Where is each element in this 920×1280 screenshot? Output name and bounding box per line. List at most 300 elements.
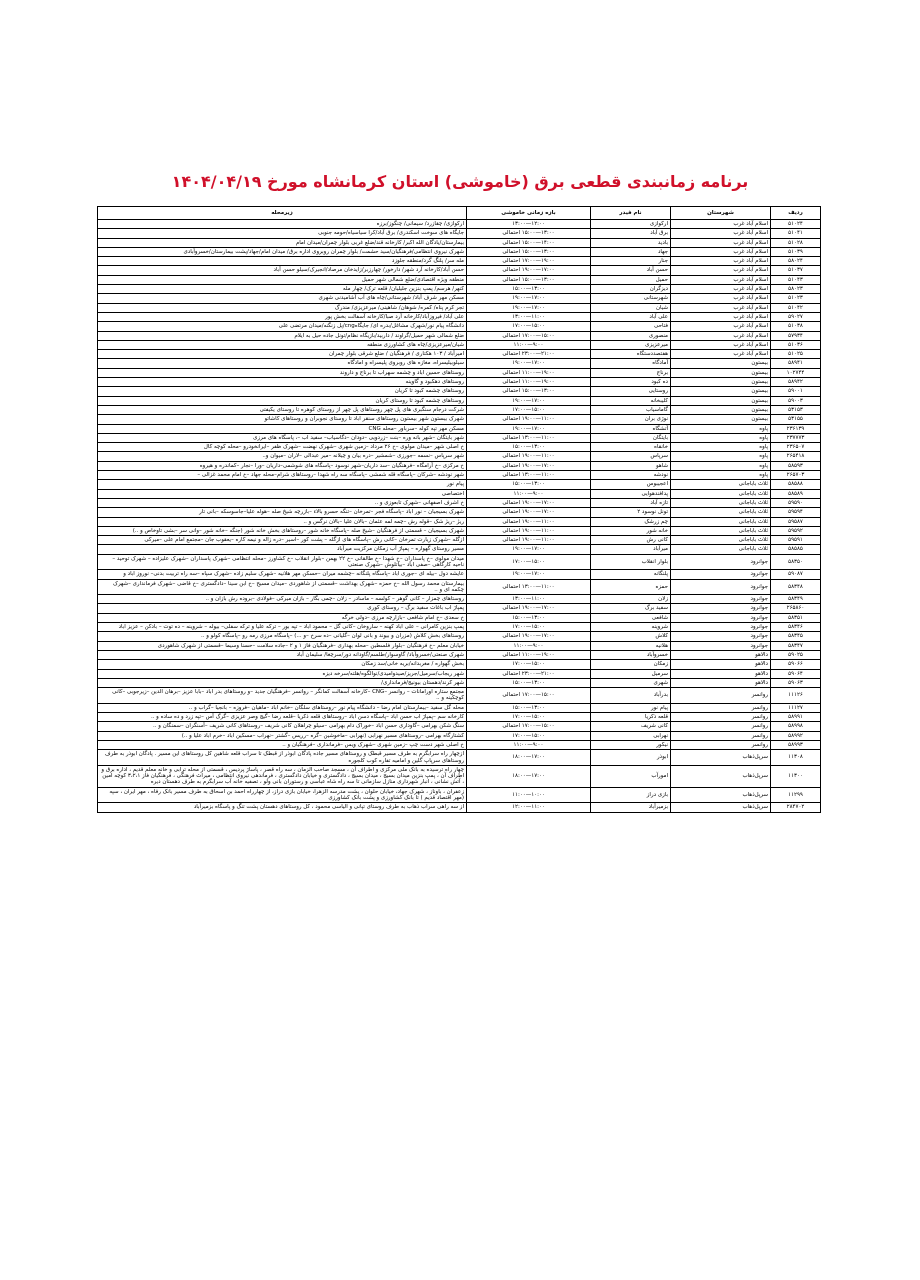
cell-area: شهر کرند/دهستان بیونیج/فرمانداری/ xyxy=(98,678,467,687)
cell-city: ثلاث باباجانی xyxy=(671,498,771,507)
cell-code: ۵۹۰۶۶ xyxy=(771,660,821,669)
table-row xyxy=(98,595,821,604)
cell-area: شیان/میرعزیزی/چاه های کشاورزی منطقه xyxy=(98,340,467,349)
table-row xyxy=(98,359,821,368)
cell-time: ۱۵:۰۰—۱۷:۰۰ احتمالی xyxy=(467,331,591,340)
cell-area: خ سعدی –خ امام شافعی –بازارچه مرزی –دولی خرگه xyxy=(98,613,467,622)
cell-time: ۱۵:۰۰—۱۷:۰۰ xyxy=(467,731,591,740)
cell-time: ۱۷:۰۰—۱۹:۰۰ احتمالی xyxy=(467,498,591,507)
table-row xyxy=(98,247,821,256)
cell-code: ۵۱۰۲۸ xyxy=(771,238,821,247)
cell-feeder: منصوری xyxy=(591,331,671,340)
cell-time: ۱۵:۰۰—۱۷:۰۰ xyxy=(467,623,591,632)
cell-area: مسکن مهر شرف آباد/ شهرستانی/چاه های آب آشامیدنی شهری xyxy=(98,294,467,303)
cell-code: ۵۳۱۵۳ xyxy=(771,405,821,414)
cell-feeder: نیکور xyxy=(591,740,671,749)
cell-city: جوانرود xyxy=(671,595,771,604)
cell-code: ۵۱۰۲۴ xyxy=(771,220,821,229)
cell-code: ۲۶۵۴۱۸ xyxy=(771,452,821,461)
cell-city: روانسر xyxy=(671,713,771,722)
cell-city: اسلام آباد غرب xyxy=(671,294,771,303)
cell-city: اسلام آباد غرب xyxy=(671,350,771,359)
cell-area: تجر کرم پناه/ کمره/ شوهان/ شاهینی/ میرعزیزی/ مندرگ xyxy=(98,303,467,312)
table-row xyxy=(98,480,821,489)
cell-time: ۱۵:۰۰—۱۷:۰۰ xyxy=(467,322,591,331)
table-row xyxy=(98,632,821,641)
header-code: ردیف xyxy=(771,207,821,220)
cell-area: شهرک بسیجیان – نور اباد –پاسگاه فجر –تمرخان –تنگه حسرو بالاء –بازرچه شیخ صله –هوله علیا–جاسوسکه –بانی تار xyxy=(98,508,467,517)
cell-time: ۱۱:۰۰—۱۹:۰۰ احتمالی xyxy=(467,452,591,461)
cell-code: ۵۸۳۴۵ xyxy=(771,632,821,641)
cell-feeder: شیان xyxy=(591,303,671,312)
cell-time: ۱۴:۰۰—۱۵:۰۰ احتمالی xyxy=(467,238,591,247)
page-title: برنامه زمانبندی قطعی برق (خاموشی) استان کرمانشاه مورخ ۱۴۰۴/۰۴/۱۹ xyxy=(171,172,749,191)
table-row xyxy=(98,613,821,622)
cell-city: بیستون xyxy=(671,368,771,377)
cell-time: ۱۵:۰۰—۱۷:۰۰ xyxy=(467,660,591,669)
cell-feeder: شهرستانی xyxy=(591,294,671,303)
cell-area: روستاهای چشمه کبود تا کریان xyxy=(98,387,467,396)
cell-area: سنگ شکن بهرامی –گاوداری حسن اباد –خوراک دام بهرامی –سیلو چراهلان کانی شریف –روستاهای کانی شریف –آسنگران –سمنگان و .. xyxy=(98,722,467,731)
cell-area: بخش گهواره / مغربدانه/بریه خانی/سد زمکان xyxy=(98,660,467,669)
cell-city: ثلاث باباجانی xyxy=(671,545,771,554)
cell-area: ازچهار راه سرابگرم به طرف مسیر قبطک و روستاهای مسیر جاده پادگان ابوذر از قبطک تا سراب قلعه شاهین کل روستاهای این مسیر . پادگان ابوذر به طرف روستاهای سرپاپ گلین و امامیه تفاره کوب کلجوره xyxy=(98,750,467,766)
cell-city: بیستون xyxy=(671,405,771,414)
table-row xyxy=(98,623,821,632)
cell-city: روانسر xyxy=(671,688,771,704)
cell-feeder: سفید برگ xyxy=(591,604,671,613)
cell-area: پمپ بنزین کامرانی – علی اباد کهنه – ساروخان –کانی گل – محمود اباد – تپه بور – ترکه علیا و ترکه سفلی– بیوله – شروینه – ده توت – بادکن – عزیز اباد xyxy=(98,623,467,632)
cell-time: ۹:۰۰—۱۱:۰۰ xyxy=(467,489,591,498)
table-row xyxy=(98,415,821,424)
cell-city: ثلاث باباجانی xyxy=(671,526,771,535)
cell-time: ۱۷:۰۰—۱۹:۰۰ احتمالی xyxy=(467,461,591,470)
cell-feeder: برق آباد xyxy=(591,229,671,238)
cell-time: ۱۳:۰۰—۱۵:۰۰ xyxy=(467,613,591,622)
cell-city: ثلاث باباجانی xyxy=(671,536,771,545)
cell-area: شهر نودشه –شرکان –پاسگاه قله شمشی –پاسگاه سه راه شهدا –روستاهای شرام–محله جهاد –خ امام محمد غزالی – xyxy=(98,471,467,480)
cell-code: ۵۸۳۴۸ xyxy=(771,579,821,595)
cell-code: ۵۹۰۸۷ xyxy=(771,570,821,579)
cell-code: ۲۶۵۸۶۰ xyxy=(771,604,821,613)
cell-area: حسن آباد/کارخانه آرد شهر/ دارخور/ چهارزبر/زایدخان مرصاد/انجیرک/سیلو حسن آباد xyxy=(98,266,467,275)
cell-city: اسلام آباد غرب xyxy=(671,257,771,266)
cell-area: روستاهای حسین اباد و چشمه سهراب تا برناج و داروند xyxy=(98,368,467,377)
cell-code: ۵۹۵۹۰ xyxy=(771,498,821,507)
cell-city: اسلام آباد غرب xyxy=(671,275,771,284)
table-row xyxy=(98,713,821,722)
cell-feeder: بازی دراز xyxy=(591,787,671,803)
table-row xyxy=(98,554,821,570)
cell-feeder: زمکان xyxy=(591,660,671,669)
cell-feeder: روستایی xyxy=(591,387,671,396)
cell-city: سرپل‌ذهاب xyxy=(671,750,771,766)
cell-feeder: دیزگران xyxy=(591,285,671,294)
cell-code: ۵۸۵۸۵ xyxy=(771,545,821,554)
cell-area: میدان مولوی –خ پاسداران –خ شهدا –خ طالقانی –خ ۲۲ بهمن –بلوار انقلاب –خ کشاورز –محله انتظامی –شهرک پاسداران –شهرک علیزاده – شهرک توحید – ناحیه کارگاهی –صفی اباد –بیاتلوش –شهرک صنعتی xyxy=(98,554,467,570)
cell-code: ۵۹۰۲۵ xyxy=(771,650,821,659)
cell-feeder: برناج xyxy=(591,368,671,377)
table-row xyxy=(98,641,821,650)
table-row xyxy=(98,303,821,312)
cell-code: ۵۹۰۶۳ xyxy=(771,678,821,687)
cell-time: ۱۵:۰۰—۱۷:۰۰ احتمالی xyxy=(467,688,591,704)
cell-area: از سه راهی سراب ذهاب به طرف روستای تپانی و الیاسی محمود ، کل روستاهای دهستان پشت تنگ و پاسگاه بزمیرآباد xyxy=(98,803,467,812)
table-row xyxy=(98,660,821,669)
cell-code: ۵۸۵۸۸ xyxy=(771,480,821,489)
table-row xyxy=(98,489,821,498)
cell-code: ۵۸۹۹۳ xyxy=(771,740,821,749)
table-row xyxy=(98,405,821,414)
cell-feeder: کانی رش xyxy=(591,536,671,545)
cell-city: اسلام آباد غرب xyxy=(671,303,771,312)
cell-area: خ مرکزی –خ آرامگاه –فرهنگیان –سد داریان–شهر نوسود –پاسگاه های شوشمی–داریان –ورا –نجار –کماندره و هیروه xyxy=(98,461,467,470)
cell-city: پاوه xyxy=(671,452,771,461)
cell-time: ۱۳:۰۰—۱۵:۰۰ احتمالی xyxy=(467,247,591,256)
cell-code: ۵۱۰۲۵ xyxy=(771,350,821,359)
cell-area: کنهر/ هرسم/ پمپ بنزین جلیلیان/ قلعه ترک/ چهار مله xyxy=(98,285,467,294)
table-row xyxy=(98,722,821,731)
cell-city: بیستون xyxy=(671,378,771,387)
cell-code: ۲۸۴۷۰۲ xyxy=(771,803,821,812)
cell-city: اسلام آباد غرب xyxy=(671,220,771,229)
cell-code: ۵۸۹۴۱ xyxy=(771,359,821,368)
cell-code: ۵۹۰۶۴ xyxy=(771,669,821,678)
cell-feeder: جنار xyxy=(591,257,671,266)
table-row xyxy=(98,650,821,659)
cell-area: مله سر/ پلنگ گرد/منطقه جلوزد xyxy=(98,257,467,266)
cell-city: بیستون xyxy=(671,415,771,424)
cell-city: دالاهو xyxy=(671,678,771,687)
cell-time: ۱۷:۰۰—۱۹:۰۰ xyxy=(467,396,591,405)
header-area: زیرمحله xyxy=(98,207,467,220)
cell-city: پاوه xyxy=(671,433,771,442)
cell-feeder: زلان xyxy=(591,595,671,604)
cell-city: پاوه xyxy=(671,461,771,470)
table-row xyxy=(98,579,821,595)
table-row xyxy=(98,443,821,452)
cell-area: علی آباد/ فیروزآباد/کارخانه آرد صبا/کارخانه آسفالت بخش پور xyxy=(98,312,467,321)
cell-area: خیابان معلم –خ فرهنگیان –بلوار فلسطین –محله بهداری –فرهنگیان فاز ۱ و ۲ –جاده سلامت –حسنا وسیما –قسمتی از شهرک شاهوردی xyxy=(98,641,467,650)
cell-code: ۱۱۳۰۸ xyxy=(771,750,821,766)
cell-time: ۱۷:۰۰—۱۸:۰۰ xyxy=(467,750,591,766)
cell-time: ۱۷:۰۰—۱۹:۰۰ xyxy=(467,294,591,303)
table-row xyxy=(98,604,821,613)
cell-time: ۱۳:۰۰—۱۵:۰۰ احتمالی xyxy=(467,387,591,396)
cell-time: ۱۲:۰۰—۱۳:۰۰ xyxy=(467,220,591,229)
cell-feeder: بادید xyxy=(591,238,671,247)
cell-feeder: اعجیبوس xyxy=(591,480,671,489)
cell-time: ۱۳:۰۰—۱۵:۰۰ xyxy=(467,285,591,294)
cell-time: ۱۱:۰۰—۱۳:۰۰ xyxy=(467,312,591,321)
cell-feeder: ده کبود xyxy=(591,378,671,387)
cell-code: ۱۱۲۹۹ xyxy=(771,787,821,803)
cell-time: ۱۱:۰۰—۱۹:۰۰ احتمالی xyxy=(467,415,591,424)
cell-feeder: آتشگاه xyxy=(591,424,671,433)
cell-code: ۵۹۵۹۱ xyxy=(771,536,821,545)
cell-feeder: کلاش xyxy=(591,632,671,641)
cell-code: ۵۹۵۸۷ xyxy=(771,517,821,526)
cell-feeder: نوژی بران xyxy=(591,415,671,424)
cell-city: اسلام آباد غرب xyxy=(671,312,771,321)
cell-area: روستاهای بخش کلاش (مزران و بیوند و بانی لوان –گلیانی –ده سرخ –و ...) –پاسگاه مرزی رمه رو –پاسگاه کولو و .. xyxy=(98,632,467,641)
cell-time: ۱۷:۰۰—۱۹:۰۰ xyxy=(467,303,591,312)
cell-feeder: پدافندهوایی xyxy=(591,489,671,498)
cell-code: ۵۸۳۴۷ xyxy=(771,641,821,650)
cell-city: اسلام آباد غرب xyxy=(671,229,771,238)
cell-area: مسکن مهر تپه کوله –سرباور –محله CNG xyxy=(98,424,467,433)
cell-city: جوانرود xyxy=(671,641,771,650)
table-row xyxy=(98,285,821,294)
cell-code: ۵۱۰۴۱ xyxy=(771,229,821,238)
cell-code: ۱۰۲۷۴۴ xyxy=(771,368,821,377)
cell-feeder: نهرابی xyxy=(591,731,671,740)
table-row xyxy=(98,803,821,812)
cell-code: ۵۱۰۳۹ xyxy=(771,247,821,256)
cell-code: ۵۹۰۲۷ xyxy=(771,312,821,321)
cell-feeder: حمیل xyxy=(591,275,671,284)
table-row xyxy=(98,750,821,766)
cell-feeder: خانقاه xyxy=(591,443,671,452)
cell-area: ازگله –شهرک زیارت تمرخان –کانی رش –پاسگاه های ازگله – پشت کور –اسیر –دره زاله و نیمه کاره –یعقوب جان –مجتمع امام علی –میرکی xyxy=(98,536,467,545)
cell-code: ۵۸۹۹۱ xyxy=(771,713,821,722)
cell-code: ۵۸۵۹۳ xyxy=(771,461,821,470)
cell-code: ۵۸۳۴۹ xyxy=(771,595,821,604)
cell-time: ۱۷:۰۰—۱۹:۰۰ xyxy=(467,545,591,554)
cell-time: ۱۱:۰۰—۱۳:۰۰ xyxy=(467,595,591,604)
cell-city: جوانرود xyxy=(671,604,771,613)
cell-code: ۵۱۰۴۳ xyxy=(771,275,821,284)
cell-area: مجتمع ستاره اورامانات – روانسر –CNG –کارخانه آسفالت کمانگر – روانسر –فرهنگیان جدید –و روستاهای بدر اباد –بابا عزیز –برهان الدین –زیرجوبی –کانی کوچکینه و .. xyxy=(98,688,467,704)
cell-feeder: پیام نور xyxy=(591,703,671,712)
cell-time: ۲۱:۰۰—۲۳:۰۰ احتمالی xyxy=(467,350,591,359)
table-row xyxy=(98,322,821,331)
cell-time: ۱۳:۰۰—۱۵:۰۰ احتمالی xyxy=(467,229,591,238)
cell-city: اسلام آباد غرب xyxy=(671,340,771,349)
cell-code: ۵۸۳۴۶ xyxy=(771,623,821,632)
cell-code: ۵۸۳۵۰ xyxy=(771,554,821,570)
cell-time: ۱۷:۰۰—۱۹:۰۰ احتمالی xyxy=(467,508,591,517)
cell-city: سرپل‌ذهاب xyxy=(671,803,771,812)
cell-code: ۵۸۹۹۸ xyxy=(771,722,821,731)
cell-feeder: شروینه xyxy=(591,623,671,632)
cell-time: ۱۱:۰۰—۱۳:۰۰ احتمالی xyxy=(467,579,591,595)
cell-code: ۵۸۵۸۹ xyxy=(771,489,821,498)
table-row xyxy=(98,340,821,349)
cell-code: ۲۶۵۷۰۳ xyxy=(771,471,821,480)
cell-code: ۵۹۰۰۳ xyxy=(771,396,821,405)
cell-feeder: خانه شور xyxy=(591,526,671,535)
header-city: شهرستان xyxy=(671,207,771,220)
cell-feeder: سرمیل xyxy=(591,669,671,678)
cell-time: ۱۷:۰۰—۱۹:۰۰ احتمالی xyxy=(467,604,591,613)
cell-time: ۱۱:۰۰—۱۹:۰۰ احتمالی xyxy=(467,517,591,526)
table-row xyxy=(98,229,821,238)
cell-time: ۱۷:۰۰—۱۹:۰۰ احتمالی xyxy=(467,632,591,641)
cell-area: شهرک بسیجیان – قسمتی از فرهنگیان –شیخ صله –پاسگاه خانه شور –روستاهای بخش خانه شور (جنگه –خانه شور –وانی سر –بشی تاوخاص و ..) xyxy=(98,526,467,535)
schedule-table xyxy=(97,206,821,813)
cell-feeder: بزمیرآباد xyxy=(591,803,671,812)
cell-city: روانسر xyxy=(671,722,771,731)
table-row xyxy=(98,570,821,579)
cell-feeder: خسروآباد xyxy=(591,650,671,659)
table-row xyxy=(98,312,821,321)
cell-area: روستاهای دهکبود و گاوینه xyxy=(98,378,467,387)
table-row xyxy=(98,545,821,554)
cell-feeder: آمادگاه xyxy=(591,359,671,368)
cell-feeder: تونل نوسود ۲ xyxy=(591,508,671,517)
cell-city: جوانرود xyxy=(671,579,771,595)
table-row xyxy=(98,387,821,396)
table-row xyxy=(98,220,821,229)
cell-area: جایگاه های سوخت اسکندری/ برق آباد/کرا سیاسیاه/حومه جنوبی xyxy=(98,229,467,238)
cell-code: ۵۱۰۲۳ xyxy=(771,294,821,303)
cell-area: شهرک نیروی انتظامی/فرهنگیان/سید حشمت/ بلوار چمران روبروی اداره برق/ میدان امام/جهاد/پشت بیمارستان/خسروآبادی xyxy=(98,247,467,256)
cell-code: ۵۸۹۹۲ xyxy=(771,731,821,740)
cell-city: جوانرود xyxy=(671,623,771,632)
cell-code: ۵۷۹۳۴ xyxy=(771,331,821,340)
table-row xyxy=(98,765,821,787)
cell-code: ۱۱۱۲۷ xyxy=(771,703,821,712)
cell-time: ۲۱:۰۰—۲۳:۰۰ احتمالی xyxy=(467,669,591,678)
cell-code: ۲۳۶۵۰۷ xyxy=(771,443,821,452)
table-row xyxy=(98,452,821,461)
table-row xyxy=(98,688,821,704)
table-row xyxy=(98,331,821,340)
cell-code: ۵۱۰۳۸ xyxy=(771,322,821,331)
cell-feeder: تازه آباد xyxy=(591,498,671,507)
cell-time: ۱۵:۰۰—۱۷:۰۰ احتمالی xyxy=(467,722,591,731)
table-row xyxy=(98,536,821,545)
cell-time: ۱۹:۰۰—۱۱:۰۰ احتمالی xyxy=(467,368,591,377)
cell-time: ۱۳:۰۰—۱۵:۰۰ xyxy=(467,703,591,712)
cell-feeder: امورآب xyxy=(591,765,671,787)
cell-feeder: گاماسیاب xyxy=(591,405,671,414)
cell-code: ۵۸۰۲۳ xyxy=(771,285,821,294)
table-row xyxy=(98,731,821,740)
cell-code: ۱۱۱۲۶ xyxy=(771,688,821,704)
cell-feeder: حسن آباد xyxy=(591,266,671,275)
cell-area: ضلع شمالی شهر حمیل/گراوند / داربید/بازیگاه نظام/تونل جاده حیل به ایلام xyxy=(98,331,467,340)
cell-feeder: شافعی xyxy=(591,613,671,622)
cell-code: ۲۳۷۷۷۳ xyxy=(771,433,821,442)
cell-time: ۱۱:۰۰—۱۳:۰۰ احتمالی xyxy=(467,471,591,480)
cell-time: ۱۱:۰۰—۱۲:۰۰ xyxy=(467,803,591,812)
cell-feeder: حمزه xyxy=(591,579,671,595)
cell-city: اسلام آباد غرب xyxy=(671,331,771,340)
cell-feeder: شاهو xyxy=(591,461,671,470)
cell-area: ریژ –ریژ شک –قوله رش –چمه لمه عثمان –بالان علیا –بالان نرگس و .. xyxy=(98,517,467,526)
cell-city: پاوه xyxy=(671,424,771,433)
table-row xyxy=(98,350,821,359)
cell-code: ۵۹۰۰۱ xyxy=(771,387,821,396)
cell-feeder: سرپاس xyxy=(591,452,671,461)
table-row xyxy=(98,396,821,405)
cell-time: ۱۰:۰۰—۱۱:۰۰ xyxy=(467,787,591,803)
cell-area: چهار راه ترسیده به بانک ملی مرکزی و اطراف آن ، مسجد صاحب الزمان ، سه راه قصر ، پاساژ پردیس ، قسمتی از محله ترابی و خانه معلم قدیم ، اداره برق و اطراف آن ، پمپ بنزین میدان بسیج ، میدان بسیج ، دادگستری و خیابان دادگستری ، فرماندهی نیروی انتظامی ، میراث فرهنگی ، فرهنگیان فاز ۳،۲،۱ کوچه امین ، آتش نشانی ، انبار شهرداری منازل سازمانی تا سه راه شاه عباسی و رستوران بانی ولو ، تصفیه خانه آب سرابگرم به طرف دهستان دیره xyxy=(98,765,467,787)
cell-feeder: پلنگانه xyxy=(591,570,671,579)
cell-code: ۵۹۵۹۲ xyxy=(771,526,821,535)
cell-feeder: کلیبخانه xyxy=(591,396,671,405)
cell-time: ۱۷:۰۰—۱۹:۰۰ xyxy=(467,570,591,579)
table-row xyxy=(98,787,821,803)
cell-time: ۱۱:۰۰—۱۹:۰۰ احتمالی xyxy=(467,536,591,545)
cell-area: شرکت درجام سنگبری های پل چهر روستاهای پل چهر از روستای کوهره تا روستای یکیفتی xyxy=(98,405,467,414)
cell-city: جوانرود xyxy=(671,613,771,622)
cell-area: عایشه دول –بیله ای –جوری اباد –پاسگاه پلنگانه –چشمه میران –حسکن مهر هلانیه –شهرک سلیم زاده –شهرک سپاه –سه راه تربیت بدنی– نوروز اباد و xyxy=(98,570,467,579)
table-row xyxy=(98,378,821,387)
cell-feeder: فتاحی xyxy=(591,322,671,331)
cell-city: بیستون xyxy=(671,359,771,368)
table-row xyxy=(98,275,821,284)
cell-area: شهر بایتگان –شهر بانه وره –بنت –زردویی –دودان –دگاسیاب– سفید اب –، پاسگاه های مرزی xyxy=(98,433,467,442)
cell-feeder: بایتگان xyxy=(591,433,671,442)
cell-code: ۵۸۹۴۲ xyxy=(771,378,821,387)
table-row xyxy=(98,526,821,535)
cell-time: ۱۳:۰۰—۱۵:۰۰ xyxy=(467,480,591,489)
cell-city: دالاهو xyxy=(671,660,771,669)
cell-feeder: میرآباد xyxy=(591,545,671,554)
cell-area: روستاهای چشمه کبود تا روستای کریان xyxy=(98,396,467,405)
cell-city: روانسر xyxy=(671,703,771,712)
table-row xyxy=(98,740,821,749)
cell-area: پمپاژ اب باغات سفید برگ – روستای کوری xyxy=(98,604,467,613)
table-row xyxy=(98,266,821,275)
cell-code: ۱۱۳۰۰ xyxy=(771,765,821,787)
cell-code: ۵۱۰۳۷ xyxy=(771,266,821,275)
cell-area: دانشگاه پیام نور/شهرک مشاغل/بدره ای/ جایگاهcng/پل زنگنه/میدان مرتضی علی xyxy=(98,322,467,331)
table-row xyxy=(98,424,821,433)
table-row xyxy=(98,703,821,712)
cell-city: سرپل‌ذهاب xyxy=(671,765,771,787)
table-row xyxy=(98,508,821,517)
cell-city: جوانرود xyxy=(671,632,771,641)
cell-time: ۱۵:۰۰—۱۷:۰۰ xyxy=(467,713,591,722)
cell-feeder: ارکوازی xyxy=(591,220,671,229)
cell-code: ۵۱۰۳۶ xyxy=(771,340,821,349)
cell-area: خ اصلی شهر –میدان مولوی –خ ۲۶ مرداد –زمین شهری –شهرک نهضت –شهرک ظفر –ایرانخودرو –محله کوچه کال xyxy=(98,443,467,452)
cell-city: جوانرود xyxy=(671,554,771,570)
cell-feeder: میرعزیزی xyxy=(591,340,671,349)
cell-time: ۱۹:۰۰—۱۱:۰۰ احتمالی xyxy=(467,650,591,659)
cell-time: ۱۹:۰۰—۱۷:۰۰ احتمالی xyxy=(467,257,591,266)
table-row xyxy=(98,461,821,470)
cell-city: ثلاث باباجانی xyxy=(671,517,771,526)
cell-feeder: چم زرشک xyxy=(591,517,671,526)
cell-area: بیمارستان محمد رسول الله –خ حمزه –شهرک بهداشت –قسمتی از شاهوردی –میدان مسیح –خ ابن سینا –دادگستری –خ قاضی –شهرک فرمانداری –شهرک چکمه ای و .. xyxy=(98,579,467,595)
cell-city: پاوه xyxy=(671,443,771,452)
cell-area: پیام نور xyxy=(98,480,467,489)
cell-time: ۱۷:۰۰—۱۹:۰۰ xyxy=(467,359,591,368)
cell-time: ۹:۰۰—۱۱:۰۰ xyxy=(467,641,591,650)
cell-time: ۱۵:۰۰—۱۷:۰۰ xyxy=(467,554,591,570)
cell-code: ۲۳۶۱۳۹ xyxy=(771,424,821,433)
cell-city: پاوه xyxy=(671,471,771,480)
cell-feeder: بدرآباد xyxy=(591,688,671,704)
cell-area: شهرک بیستون شهر بیستون روستاهای سنقر اباد تا روستای نجوبران و روستاهای کاشاتو xyxy=(98,415,467,424)
table-row xyxy=(98,471,821,480)
cell-city: دالاهو xyxy=(671,669,771,678)
cell-feeder: کانی شریف xyxy=(591,722,671,731)
cell-feeder: هلانیه xyxy=(591,641,671,650)
cell-city: ثلاث باباجانی xyxy=(671,508,771,517)
cell-area: شهر ریجاب/سرمیل/جریز/صیدوامیدی/نوالگوه/هلته/سرخه دیزه xyxy=(98,669,467,678)
cell-city: اسلام آباد غرب xyxy=(671,247,771,256)
cell-time: ۱۳:۰۰—۱۵:۰۰ xyxy=(467,678,591,687)
cell-code: ۵۸۳۵۱ xyxy=(771,613,821,622)
cell-feeder: قلعه ذکریا xyxy=(591,713,671,722)
cell-time: ۱۷:۰۰—۱۸:۰۰ xyxy=(467,765,591,787)
